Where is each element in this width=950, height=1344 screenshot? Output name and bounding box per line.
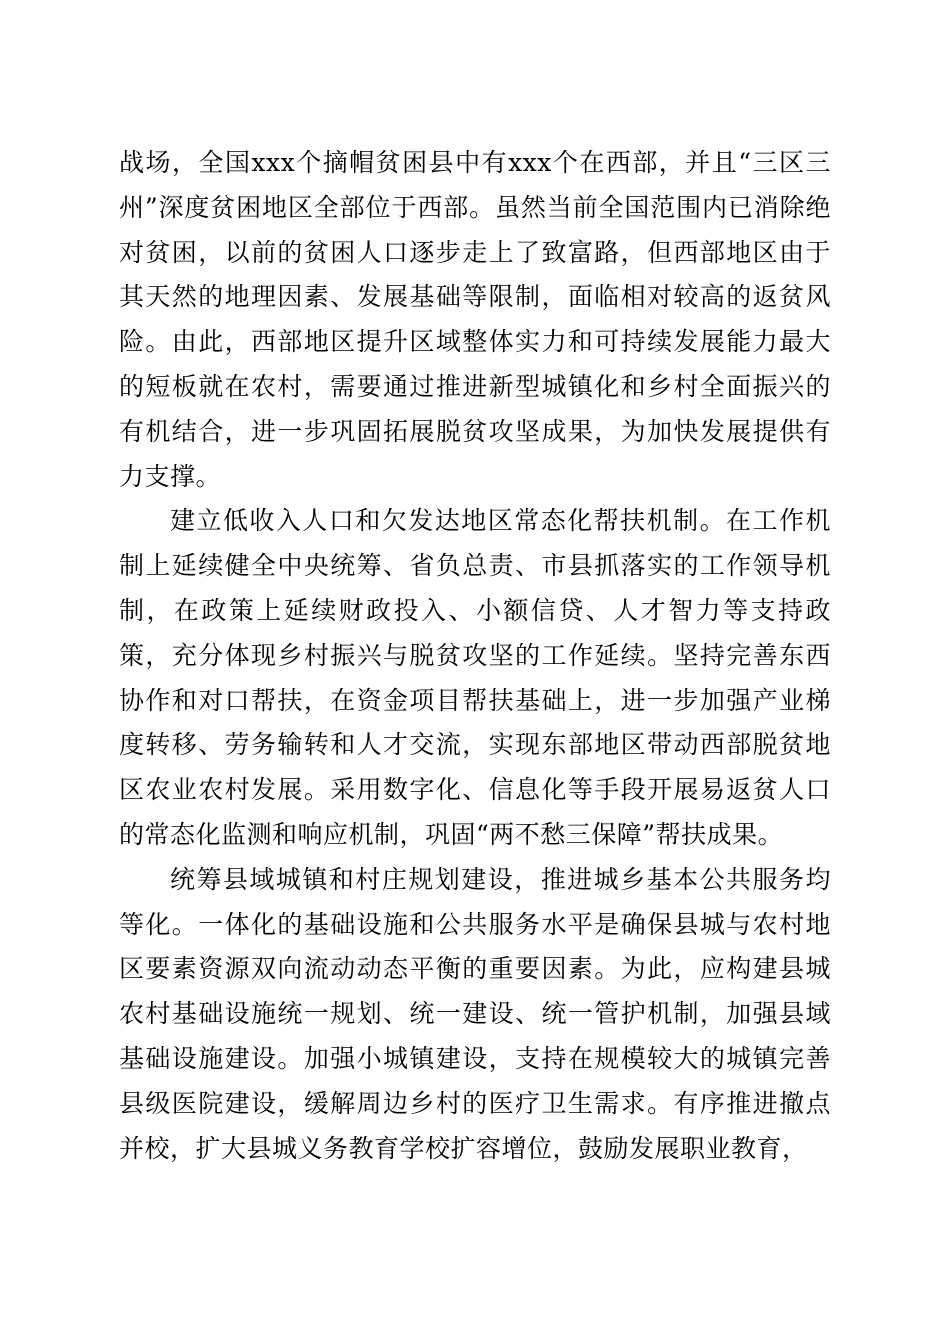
document-body: [119, 141, 831, 1171]
paragraph-poverty-assistance: 建立低收入人口和欠发达地区常态化帮扶机制。在工作机制上延续健全中央统筹、省负总责、市县抓落实的工作领导机制，在政策上延续财政投入、小额信贷、人才智力等支持政策，充分体现乡村振兴与脱贫攻坚的工作延续。坚持完善东西协作和对口帮扶，在资金项目帮扶基础上，进一步加强产业梯度转移、劳务输转和人才交流，实现东部地区带动西部脱贫地区农业农村发展。采用数字化、信息化等手段开展易返贫人口的常态化监测和响应机制，巩固“两不愁三保障”帮扶成果。: [119, 506, 831, 849]
paragraph-continuation: 战场，全国xxx个摘帽贫困县中有xxx个在西部，并且“三区三州”深度贫困地区全部位于西部。虽然当前全国范围内已消除绝对贫困，以前的贫困人口逐步走上了致富路，但西部地区由于其天然的地理因素、发展基础等限制，面临相对较高的返贫风险。由此，西部地区提升区域整体实力和可持续发展能力最大的短板就在农村，需要通过推进新型城镇化和乡村全面振兴的有机结合，进一步巩固拓展脱贫攻坚成果，为加快发展提供有力支撑。: [119, 148, 831, 491]
paragraph-county-planning: 统筹县域城镇和村庄规划建设，推进城乡基本公共服务均等化。一体化的基础设施和公共服务水平是确保县城与农村地区要素资源双向流动动态平衡的重要因素。为此，应构建县城农村基础设施统一规划、统一建设、统一管护机制，加强县域基础设施建设。加强小城镇建设，支持在规模较大的城镇完善县级医院建设，缓解周边乡村的医疗卫生需求。有序推进撤点并校，扩大县城义务教育学校扩容增位，鼓励发展职业教育，: [119, 864, 831, 1163]
